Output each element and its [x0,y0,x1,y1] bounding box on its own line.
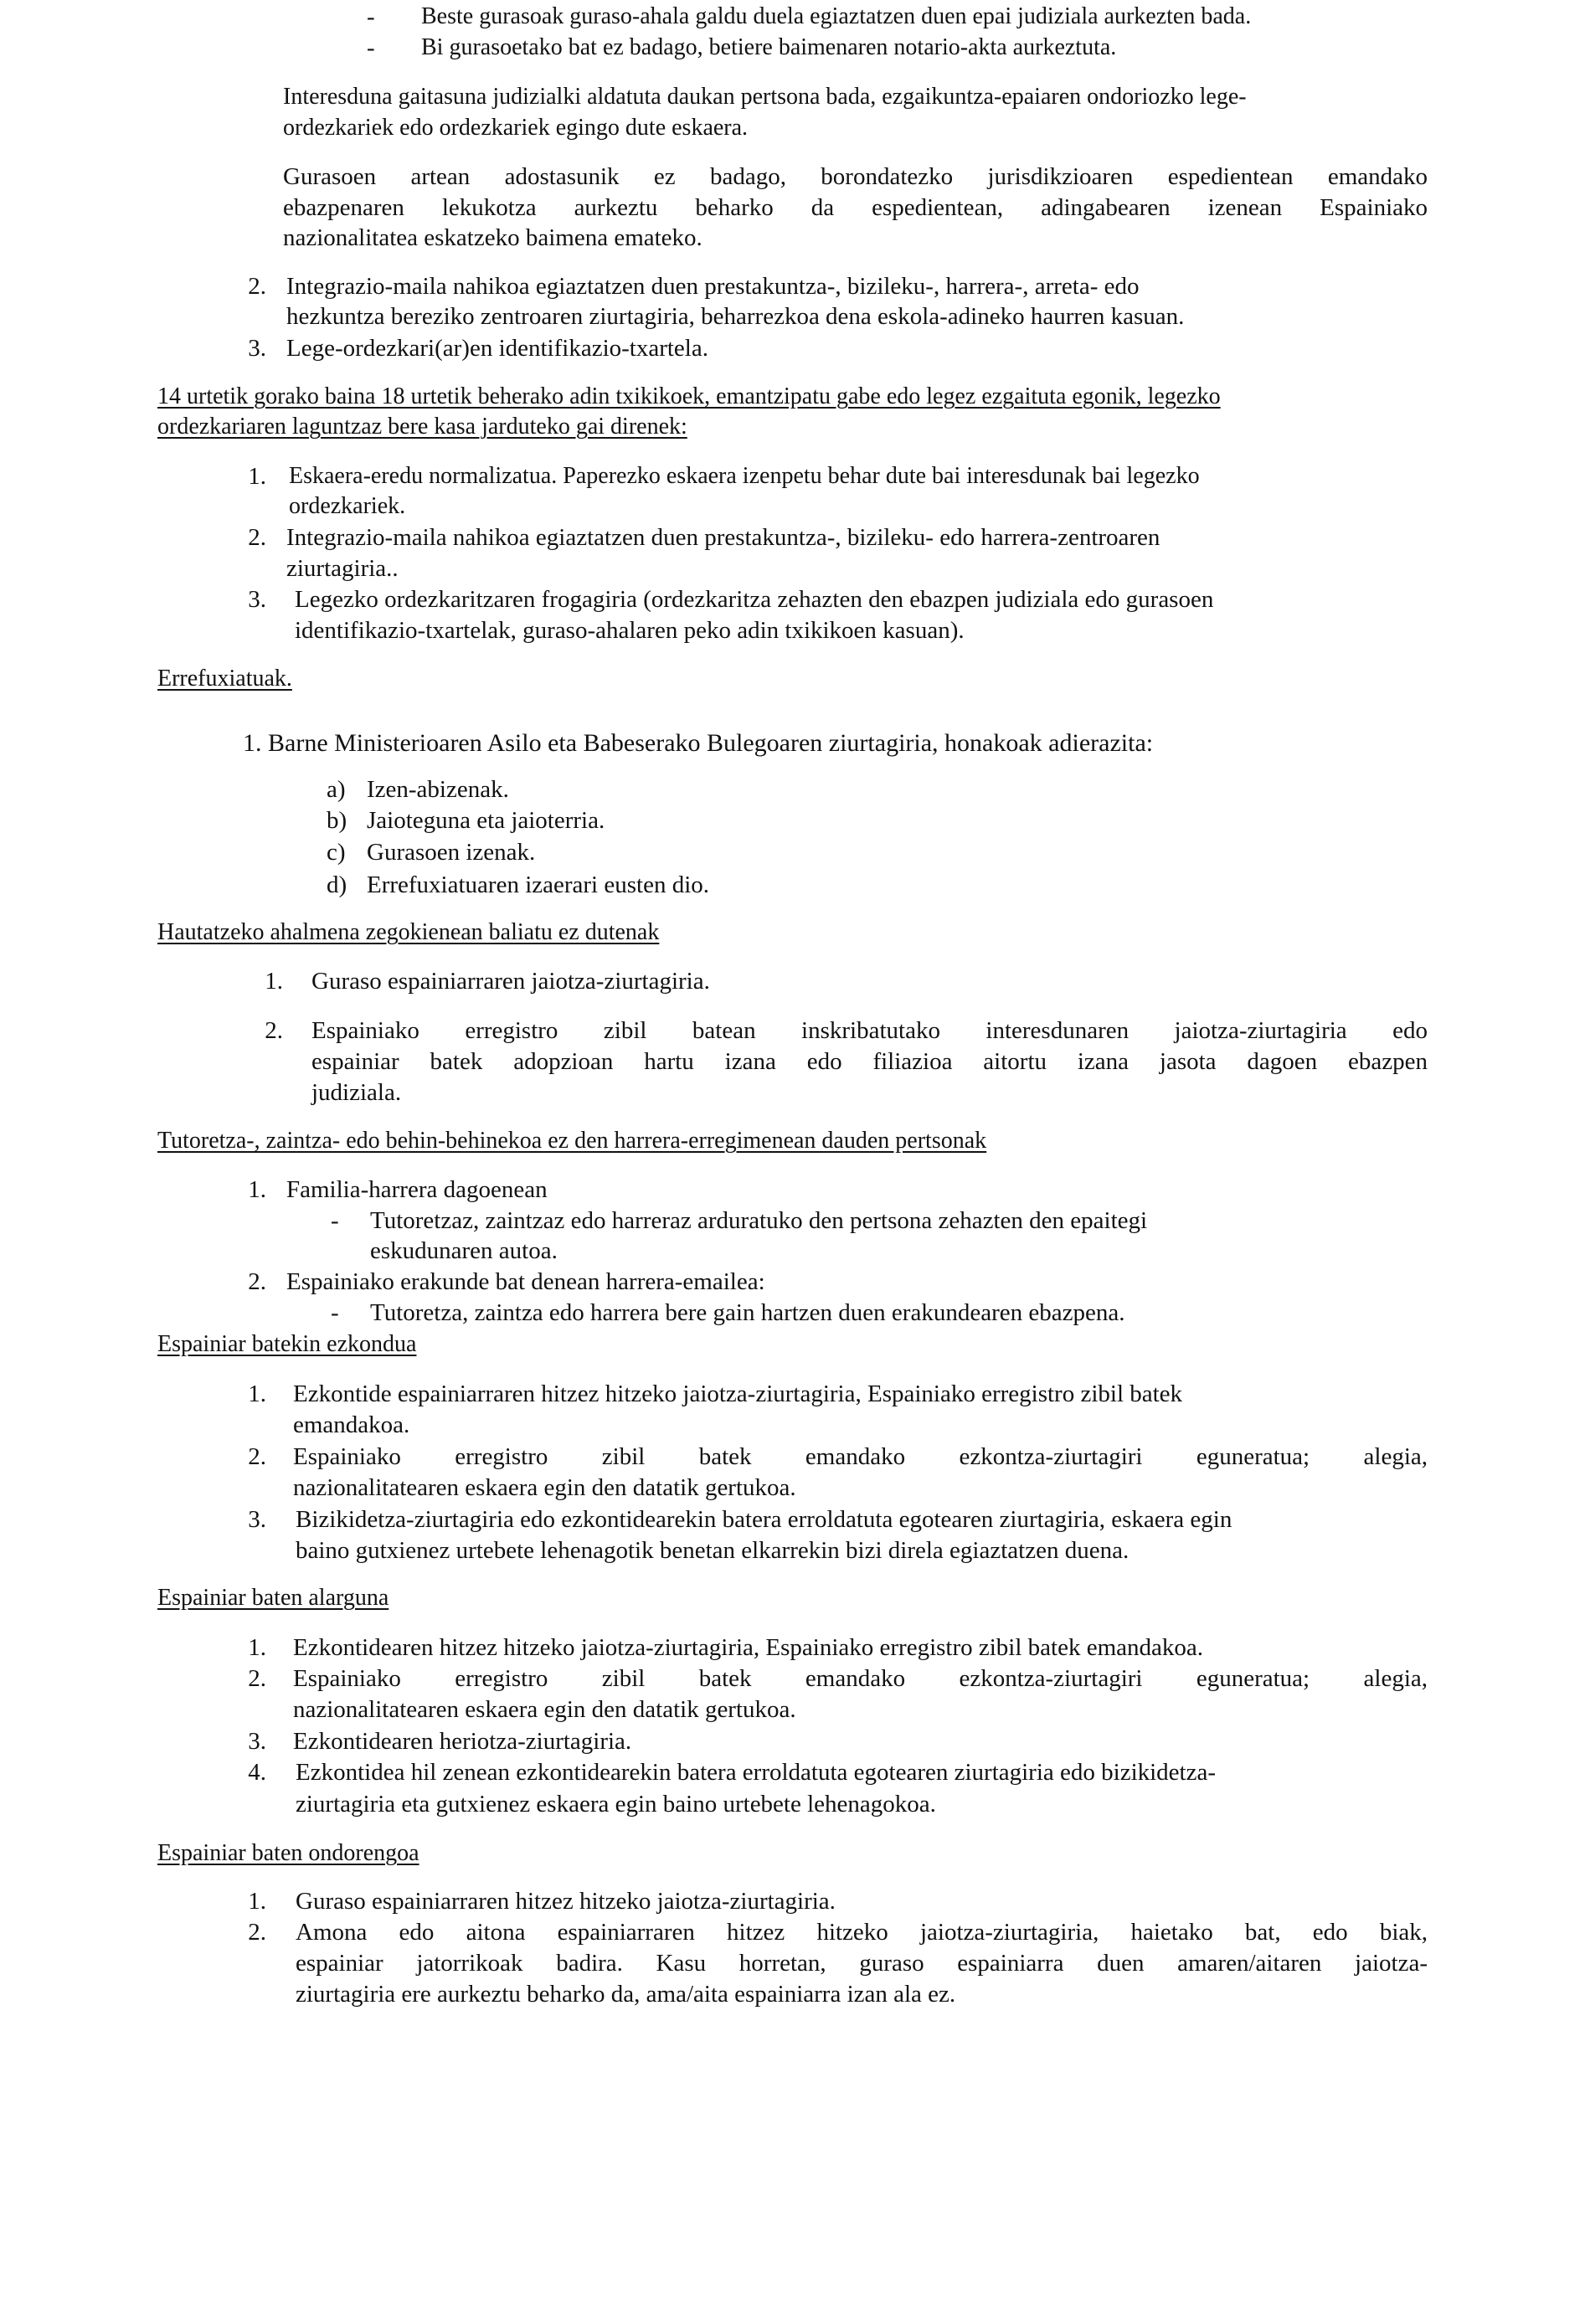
list-item-text: Familia-harrera dagoenean [286,1176,548,1203]
list-number: 3. [248,335,266,362]
sub-item-text: Errefuxiatuaren izaerari eusten dio. [367,872,710,898]
list-number: 2. [248,1268,266,1295]
list-item-text: Ezkontidearen hitzez hitzeko jaiotza-ziurtagiria, Espainiako erregistro zibil batek emandakoa. [293,1634,1204,1661]
section-heading: Hautatzeko ahalmena zegokienean baliatu ez dutenak [157,919,660,945]
list-item-text: nazionalitatearen eskaera egin den datatik gertukoa. [293,1474,796,1501]
list-number: 3. [248,1728,266,1755]
list-item-text: ziurtagiria ere aurkeztu beharko da, ama/aita espainiarra izan ala ez. [296,1981,956,2008]
section-heading: Espainiar baten alarguna [157,1585,389,1611]
paragraph-line: ordezkariek edo ordezkariek egingo dute eskaera. [283,115,749,141]
list-item-text: Espainiako erregistro zibil batek emandako ezkontza-ziurtagiri eguneratua; alegia, [293,1665,1428,1692]
list-number: 1. [248,463,266,490]
list-item-text: hezkuntza bereziko zentroaren ziurtagiria, beharrezkoa dena eskola-adineko haurren kasuan. [286,303,1185,330]
list-item-text: Espainiako erakunde bat denean harrera-emailea: [286,1268,765,1295]
list-number: 1. [248,1381,266,1407]
sub-item-text: eskudunaren autoa. [370,1237,558,1264]
sub-item-text: Tutoretza, zaintza edo harrera bere gain hartzen duen erakundearen ebazpena. [370,1299,1125,1326]
section-heading: Tutoretza-, zaintza- edo behin-behinekoa ez den harrera-erregimenean dauden pertsonak [157,1128,987,1154]
section-heading: Espainiar batekin ezkondua [157,1331,417,1357]
list-item-text: emandakoa. [293,1411,410,1438]
sub-item-letter: a) [327,776,346,803]
sub-item-letter: d) [327,872,347,898]
list-item-text: 1. Barne Ministerioaren Asilo eta Babeserako Bulegoaren ziurtagiria, honakoak adierazita: [243,729,1154,757]
list-item-text: Espainiako erregistro zibil batean inskribatutako interesdunaren jaiotza-ziurtagiria edo [311,1017,1428,1044]
list-number: 1. [265,968,283,995]
list-item-text: identifikazio-txartelak, guraso-ahalaren peko adin txikikoen kasuan). [295,617,965,644]
list-item-text: Ezkontide espainiarraren hitzez hitzeko jaiotza-ziurtagiria, Espainiako erregistro zibil batek [293,1381,1183,1407]
paragraph-line: Gurasoen artean adostasunik ez badago, borondatezko jurisdikzioaren espedientean emandako [283,163,1428,190]
list-item-text: Eskaera-eredu normalizatua. Paperezko eskaera izenpetu behar dute bai interesdunak bai legezko [289,463,1200,489]
list-item-text: Guraso espainiarraren jaiotza-ziurtagiria. [311,968,710,995]
list-item-text: Amona edo aitona espainiarraren hitzez hitzeko jaiotza-ziurtagiria, haietako bat, edo biak, [296,1919,1428,1946]
list-number: 2. [248,524,266,551]
list-item-text: judiziala. [311,1079,402,1106]
list-item-text: Integrazio-maila nahikoa egiaztatzen duen prestakuntza-, bizileku- edo harrera-zentroaren [286,524,1160,551]
list-number: 3. [248,586,266,613]
list-number: 1. [248,1888,266,1915]
list-item-text: nazionalitatearen eskaera egin den datatik gertukoa. [293,1696,796,1723]
list-number: 1. [248,1176,266,1203]
sub-item-text: Tutoretzaz, zaintzaz edo harreraz arduratuko den pertsona zehazten den epaitegi [370,1207,1148,1234]
list-item-text: Legezko ordezkaritzaren frogagiria (ordezkaritza zehazten den ebazpen judiziala edo gurasoen [295,586,1214,613]
paragraph-line: ebazpenaren lekukotza aurkeztu beharko da espedientean, adingabearen izenean Espainiako [283,194,1428,221]
list-number: 3. [248,1506,266,1533]
list-item-text: Bizikidetza-ziurtagiria edo ezkontidearekin batera erroldatuta egotearen ziurtagiria, eskaera egin [296,1506,1232,1533]
list-number: 2. [248,1665,266,1692]
list-number: 2. [248,1443,266,1470]
list-item-text: Ezkontidea hil zenean ezkontidearekin batera erroldatuta egotearen ziurtagiria edo bizikidetza- [296,1759,1217,1786]
list-number: 2. [248,1919,266,1946]
section-heading: 14 urtetik gorako baina 18 urtetik beherako adin txikikoek, emantzipatu gabe edo legez ezgaituta egonik, legezko [157,383,1221,409]
list-number: 4. [248,1759,266,1786]
sub-item-text: Izen-abizenak. [367,776,509,803]
list-item-text: baino gutxienez urtebete lehenagotik benetan elkarrekin bizi direla egiaztatzen duena. [296,1537,1130,1564]
section-heading: ordezkariaren laguntzaz bere kasa jarduteko gai direnek: [157,414,687,440]
section-heading: Espainiar baten ondorengoa [157,1840,419,1866]
sub-item-text: Jaioteguna eta jaioterria. [367,807,605,834]
sub-item-letter: c) [327,839,346,866]
dash-marker: - [331,1207,339,1234]
sub-item-letter: b) [327,807,347,834]
section-heading: Errefuxiatuak. [157,666,292,692]
list-number: 2. [248,273,266,300]
list-item-text: Guraso espainiarraren hitzez hitzeko jaiotza-ziurtagiria. [296,1888,836,1915]
list-item-text: Espainiako erregistro zibil batek emandako ezkontza-ziurtagiri eguneratua; alegia, [293,1443,1428,1470]
list-item-text: Integrazio-maila nahikoa egiaztatzen duen prestakuntza-, bizileku-, harrera-, arreta- edo [286,273,1140,300]
list-item-text: espainiar jatorrikoak badira. Kasu horretan, guraso espainiarra duen amaren/aitaren jaiotza- [296,1950,1428,1977]
bullet-text: Bi gurasoetako bat ez badago, betiere baimenaren notario-akta aurkeztuta. [421,34,1117,60]
dash-marker: - [367,3,375,30]
list-number: 1. [248,1634,266,1661]
sub-item-text: Gurasoen izenak. [367,839,536,866]
dash-marker: - [331,1299,339,1326]
list-item-text: ziurtagiria.. [286,555,399,582]
list-number: 2. [265,1017,283,1044]
bullet-text: Beste gurasoak guraso-ahala galdu duela egiaztatzen duen epai judiziala aurkezten bada. [421,3,1252,29]
paragraph-line: Interesduna gaitasuna judizialki aldatuta daukan pertsona bada, ezgaikuntza-epaiaren ondoriozko lege- [283,84,1247,110]
list-item-text: Lege-ordezkari(ar)en identifikazio-txartela. [286,335,708,362]
list-item-text: ziurtagiria eta gutxienez eskaera egin baino urtebete lehenagokoa. [296,1791,936,1818]
list-item-text: ordezkariek. [289,493,406,519]
list-item-text: Ezkontidearen heriotza-ziurtagiria. [293,1728,632,1755]
paragraph-line: nazionalitatea eskatzeko baimena emateko. [283,224,702,251]
dash-marker: - [367,34,375,61]
list-item-text: espainiar batek adopzioan hartu izana edo filiazioa aitortu izana jasota dagoen ebazpen [311,1048,1428,1075]
